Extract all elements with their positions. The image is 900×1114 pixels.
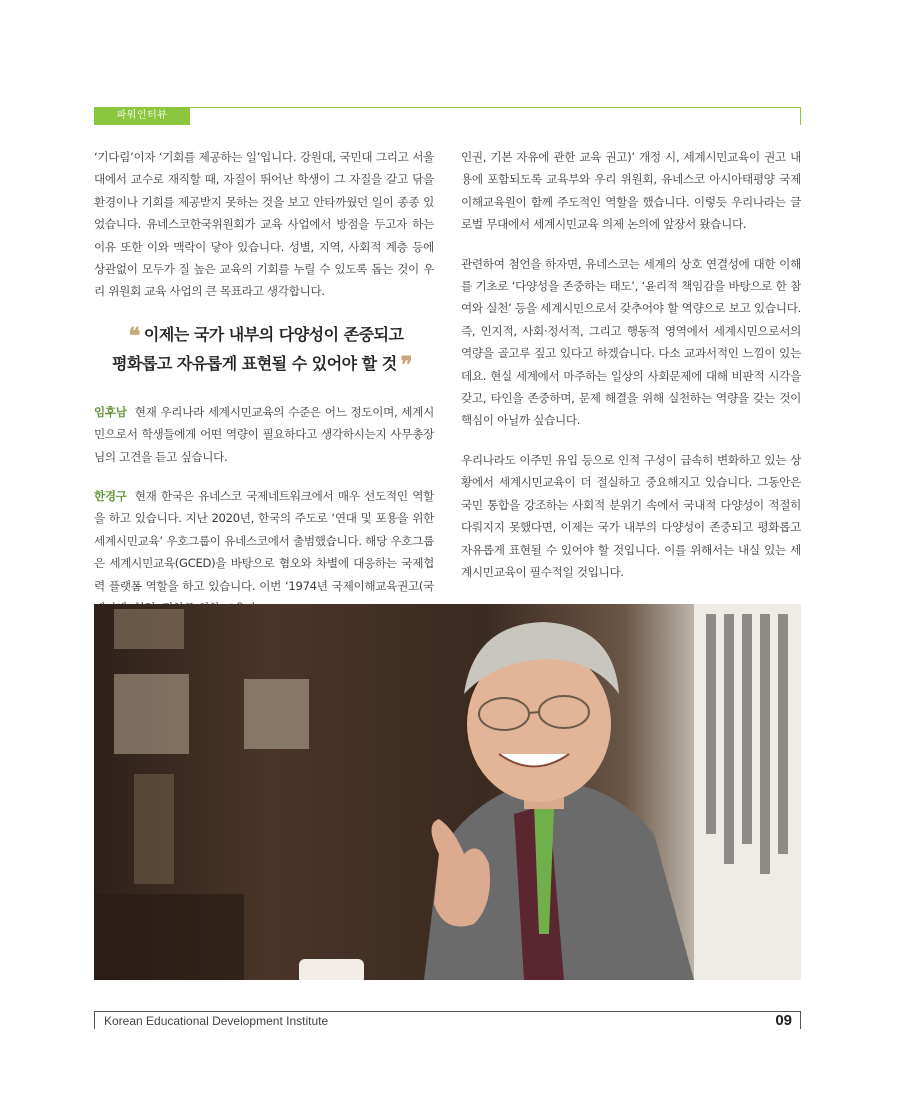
- question-paragraph: [94, 401, 434, 468]
- publisher-name: Korean Educational Development Institute: [104, 1014, 329, 1028]
- pull-quote-line1: 이제는 국가 내부의 다양성이 존중되고: [143, 324, 404, 344]
- answer-paragraph: [94, 485, 434, 619]
- section-tag: 파워인터뷰: [94, 107, 190, 125]
- intro-paragraph: ‘기다림’이자 ‘기회를 제공하는 일’입니다. 강원대, 국민대 그리고 서울대에서 교수로 재직할 때, 자질이 뛰어난 학생이 그 자질을 갈고 닦을 환경이나 기회를 제공받지 못하는 것을 보고 안타까웠던 일이 종종 있었습니다. 유네스코한국위원회가 교육 사업에서 방점을 두고자 하는 이유 또한 이와 맥락이 닿아 있습니다. 성별, 지역, 사회적 계층 등에 상관없이 모두가 질 높은 교육의 기회를 누릴 수 있도록 돕는 것이 우리 위원회 교육 사업의 큰 목표라고 생각합니다.: [94, 150, 434, 299]
- right-paragraph-3: 우리나라도 이주민 유입 등으로 인적 구성이 급속히 변화하고 있는 상황에서 세계시민교육이 더 절실하고 중요해지고 있습니다. 그동안은 국민 통합을 강조하는 사회적 분위기 속에서 국내적 다양성이 적절히 다뤄지지 못했다면, 이제는 국가 내부의 다양성이 존중되고 평화롭고 자유롭게 표현될 수 있어야 할 것입니다. 이를 위해서는 내실 있는 세계시민교육이 필수적일 것입니다.: [461, 452, 801, 579]
- question-text: 현재 우리나라 세계시민교육의 수준은 어느 정도이며, 세계시민으로서 학생들에게 어떤 역량이 필요하다고 생각하시는지 사무총장님의 고견을 듣고 싶습니다.: [94, 404, 434, 464]
- right-paragraph-2: 관련하여 첨언을 하자면, 유네스코는 세계의 상호 연결성에 대한 이해를 기초로 ‘다양성을 존중하는 태도’, ‘윤리적 책임감을 바탕으로 한 참여와 실천’ 등을 세계시민으로서 갖추어야 할 역량으로 보고 있습니다. 즉, 인지적, 사회·정서적, 그리고 행동적 영역에서 세계시민으로서의 역량을 골고루 짚고 있다고 하겠습니다. 다소 교과서적인 느낌이 있는데요. 현실 세계에서 마주하는 일상의 사회문제에 대해 비판적 시각을 갖고, 타인을 존중하며, 문제 해결을 위해 실천하는 역량을 갖는 것이 핵심이 아닐까 싶습니다.: [461, 256, 801, 428]
- interview-photo: [94, 604, 801, 980]
- pull-quote: [94, 321, 434, 379]
- open-quote-icon: ❝: [128, 322, 140, 349]
- header-rule: [94, 107, 801, 125]
- close-quote-icon: ❞: [400, 351, 413, 378]
- interviewee-name: 한경구: [94, 489, 127, 504]
- right-column: [461, 146, 801, 583]
- pull-quote-line2: 평화롭고 자유롭게 표현될 수 있어야 할 것: [111, 353, 397, 373]
- left-column: [94, 146, 434, 620]
- page-number: 09: [775, 1012, 792, 1029]
- interviewer-name: 임후남: [94, 404, 127, 419]
- right-paragraph-1: 인권, 기본 자유에 관한 교육 권고)’ 개정 시, 세계시민교육이 권고 내용에 포함되도록 교육부와 우리 위원회, 유네스코 아시아태평양 국제이해교육원이 함께 주도적인 역할을 했습니다. 이렇듯 우리나라는 글로벌 무대에서 세계시민교육 의제 논의에 앞장서 왔습니다.: [461, 150, 801, 232]
- answer-text: 현재 한국은 유네스코 국제네트워크에서 매우 선도적인 역할을 하고 있습니다. 지난 2020년, 한국의 주도로 ‘연대 및 포용을 위한 세계시민교육’ 우호그룹이 유네스코에서 출범했습니다. 해당 우호그룹은 세계시민교육(GCED)을 바탕으로 혐오와 차별에 대응하는 국제협력 플랫폼 역할을 하고 있습니다. 이번 ‘1974년 국제이해교육권고(국: [94, 489, 434, 593]
- portrait-illustration: [94, 604, 801, 980]
